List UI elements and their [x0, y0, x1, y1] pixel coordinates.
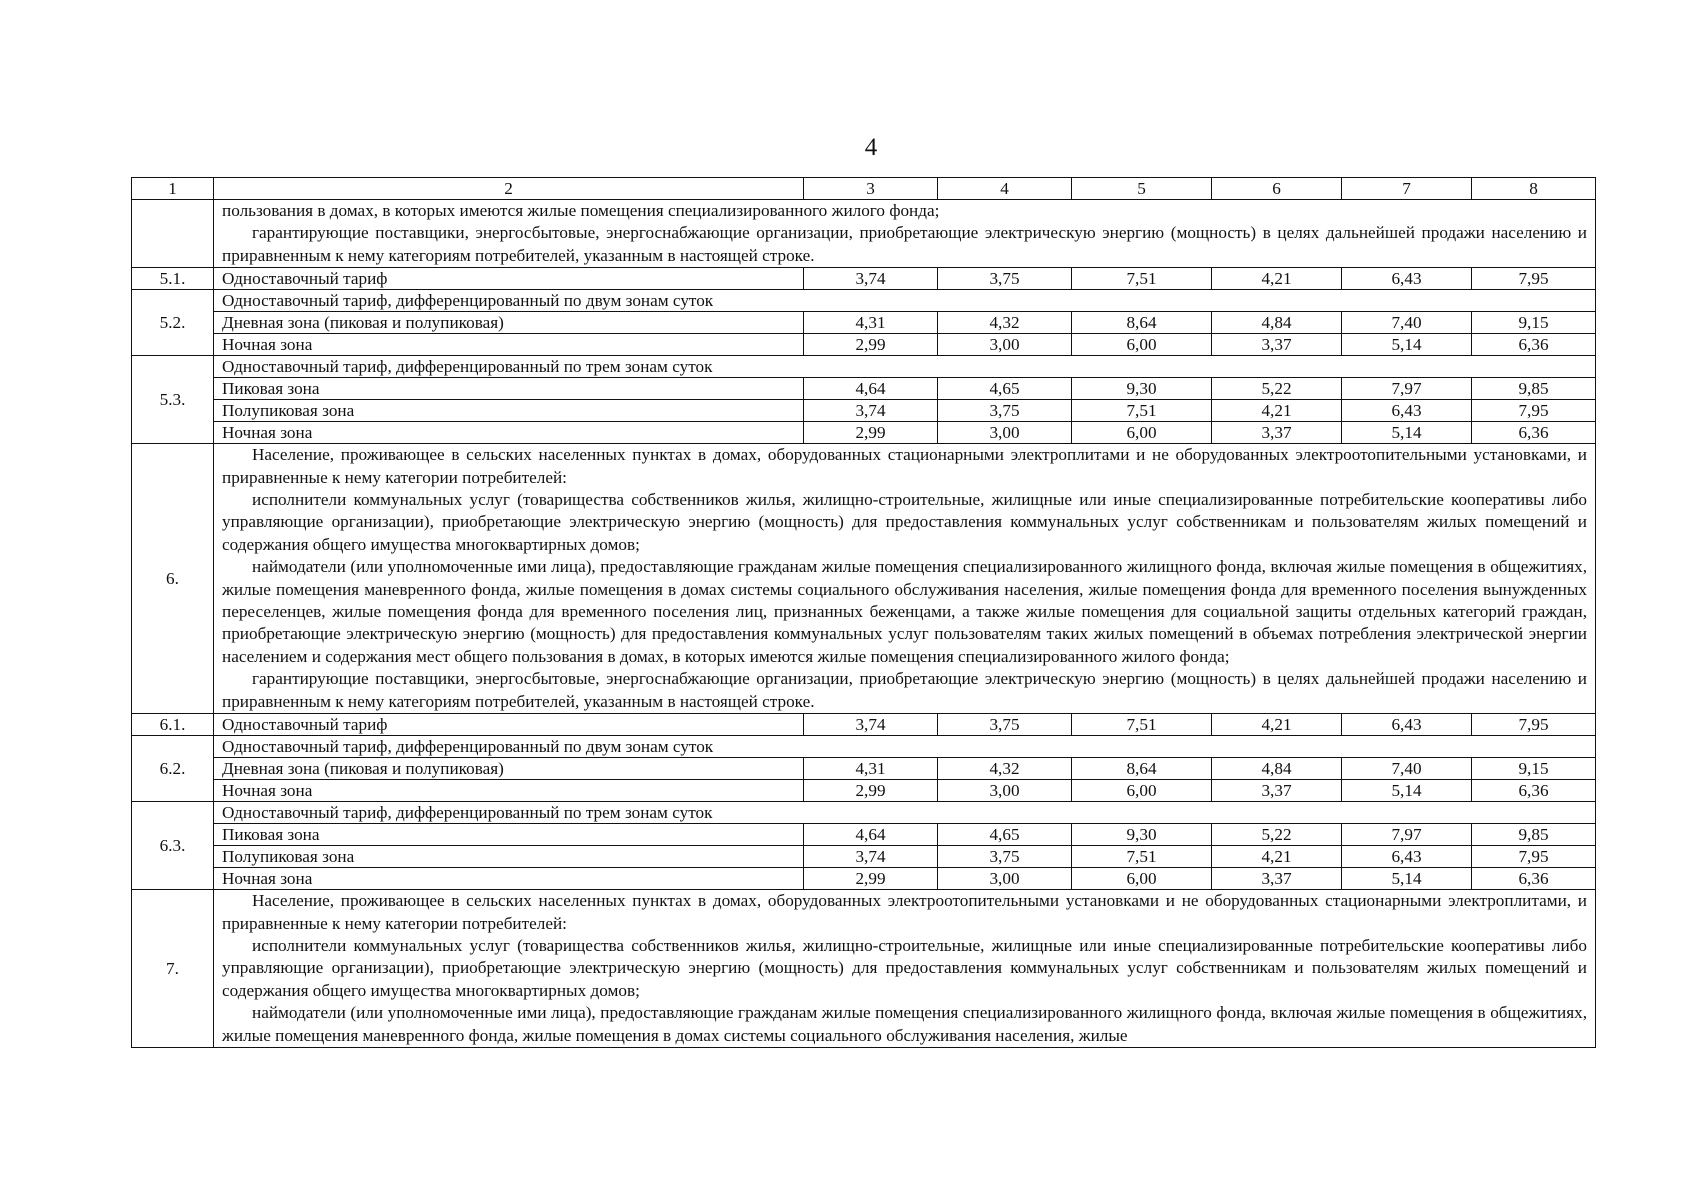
tariff-value: 4,84 — [1212, 758, 1342, 780]
column-number: 8 — [1472, 178, 1596, 200]
tariff-value: 4,65 — [938, 378, 1072, 400]
category-description — [214, 200, 1596, 268]
tariff-label: Ночная зона — [214, 334, 804, 356]
tariff-value: 6,43 — [1342, 400, 1472, 422]
tariff-value: 3,74 — [804, 714, 938, 736]
tariff-value: 6,00 — [1072, 868, 1212, 890]
table-row — [132, 378, 1596, 400]
table-row — [132, 736, 1596, 758]
tariff-value: 4,31 — [804, 758, 938, 780]
tariff-value: 4,21 — [1212, 846, 1342, 868]
column-number-row — [132, 178, 1596, 200]
column-number: 2 — [214, 178, 804, 200]
column-number: 3 — [804, 178, 938, 200]
tariff-value: 4,64 — [804, 378, 938, 400]
tariff-value: 3,00 — [938, 780, 1072, 802]
tariff-value: 3,75 — [938, 846, 1072, 868]
tariff-value: 8,64 — [1072, 758, 1212, 780]
table-row — [132, 422, 1596, 444]
tariff-value: 5,22 — [1212, 824, 1342, 846]
description-paragraph: наймодатели (или уполномоченные ими лица), предоставляющие гражданам жилые помещения специализированного жилищного фонда, включая жилые помещения в общежитиях, жилые помещения маневренного фонда, жилые помещения в домах системы социального обслуживания населения, жилые — [222, 1003, 1587, 1045]
tariff-value: 4,32 — [938, 758, 1072, 780]
tariff-value: 9,85 — [1472, 824, 1596, 846]
table-row — [132, 758, 1596, 780]
tariff-value: 6,36 — [1472, 422, 1596, 444]
tariff-value: 4,65 — [938, 824, 1072, 846]
tariff-value: 5,22 — [1212, 378, 1342, 400]
category-description — [214, 890, 1596, 1048]
table-row — [132, 356, 1596, 378]
tariff-value: 9,30 — [1072, 378, 1212, 400]
tariff-value: 2,99 — [804, 780, 938, 802]
tariff-value: 3,37 — [1212, 334, 1342, 356]
column-number: 4 — [938, 178, 1072, 200]
row-number: 7. — [132, 890, 214, 1048]
tariff-value: 7,40 — [1342, 312, 1472, 334]
description-paragraph: исполнители коммунальных услуг (товарищества собственников жилья, жилищно-строительные, жилищные или иные специализированные потребительские кооперативы либо управляющие организации), приобретающие электрическую энергию (мощность) для предоставления коммунальных услуг собственникам и пользователям жилых помещений и содержания общего имущества многоквартирных домов; — [222, 935, 1587, 1000]
tariff-value: 7,97 — [1342, 378, 1472, 400]
tariff-value: 9,85 — [1472, 378, 1596, 400]
tariff-value: 6,00 — [1072, 422, 1212, 444]
column-number: 6 — [1212, 178, 1342, 200]
tariff-value: 7,51 — [1072, 400, 1212, 422]
row-number: 6. — [132, 444, 214, 714]
column-number: 7 — [1342, 178, 1472, 200]
tariff-value: 4,21 — [1212, 714, 1342, 736]
row-7-description — [132, 890, 1596, 1048]
tariff-label: Дневная зона (пиковая и полупиковая) — [214, 312, 804, 334]
category-description — [214, 444, 1596, 714]
tariff-label: Одноставочный тариф — [214, 268, 804, 290]
table-row — [132, 868, 1596, 890]
tariff-value: 8,64 — [1072, 312, 1212, 334]
table-row — [132, 400, 1596, 422]
tariff-label: Полупиковая зона — [214, 400, 804, 422]
table-row — [132, 780, 1596, 802]
table-row — [132, 312, 1596, 334]
table-row — [132, 334, 1596, 356]
row-number: 6.3. — [132, 802, 214, 890]
tariff-value: 3,75 — [938, 400, 1072, 422]
tariff-value: 6,36 — [1472, 334, 1596, 356]
row-number: 6.2. — [132, 736, 214, 802]
tariff-value: 7,95 — [1472, 846, 1596, 868]
tariff-group-title: Одноставочный тариф, дифференцированный по двум зонам суток — [214, 290, 1596, 312]
tariff-value: 3,00 — [938, 334, 1072, 356]
page-number: 4 — [864, 134, 878, 161]
tariff-label: Полупиковая зона — [214, 846, 804, 868]
tariff-value: 7,97 — [1342, 824, 1472, 846]
table-row — [132, 846, 1596, 868]
tariff-value: 9,30 — [1072, 824, 1212, 846]
tariff-value: 5,14 — [1342, 422, 1472, 444]
tariff-label: Ночная зона — [214, 780, 804, 802]
tariff-value: 5,14 — [1342, 780, 1472, 802]
description-paragraph: пользования в домах, в которых имеются жилые помещения специализированного жилого фонда; — [222, 201, 940, 220]
row-number: 5.3. — [132, 356, 214, 444]
tariff-label: Ночная зона — [214, 868, 804, 890]
table-row — [132, 714, 1596, 736]
description-paragraph: Население, проживающее в сельских населенных пунктах в домах, оборудованных электроотопительными установками и не оборудованных стационарными электроплитами, и приравненные к нему категории потребителей: — [222, 891, 1587, 933]
row-5-description — [132, 200, 1596, 268]
tariff-value: 3,74 — [804, 846, 938, 868]
tariff-value: 3,37 — [1212, 868, 1342, 890]
tariff-value: 6,43 — [1342, 268, 1472, 290]
tariff-value: 4,21 — [1212, 400, 1342, 422]
row-number: 5.2. — [132, 290, 214, 356]
tariff-value: 4,64 — [804, 824, 938, 846]
tariff-group-title: Одноставочный тариф, дифференцированный по трем зонам суток — [214, 356, 1596, 378]
tariff-value: 6,43 — [1342, 846, 1472, 868]
tariff-value: 7,95 — [1472, 714, 1596, 736]
tariff-label: Ночная зона — [214, 422, 804, 444]
tariff-value: 4,32 — [938, 312, 1072, 334]
tariff-value: 7,51 — [1072, 268, 1212, 290]
tariff-value: 6,43 — [1342, 714, 1472, 736]
tariff-value: 2,99 — [804, 422, 938, 444]
tariff-value: 3,00 — [938, 868, 1072, 890]
tariff-value: 3,37 — [1212, 422, 1342, 444]
column-number: 1 — [132, 178, 214, 200]
table-row — [132, 802, 1596, 824]
tariff-value: 5,14 — [1342, 334, 1472, 356]
description-paragraph: гарантирующие поставщики, энергосбытовые, энергоснабжающие организации, приобретающие электрическую энергию (мощность) в целях дальнейшей продажи населению и приравненным к нему категориям потребителей, указанным в настоящей строке. — [222, 669, 1587, 711]
table-row — [132, 290, 1596, 312]
description-paragraph: исполнители коммунальных услуг (товарищества собственников жилья, жилищно-строительные, жилищные или иные специализированные потребительские кооперативы либо управляющие организации), приобретающие электрическую энергию (мощность) для предоставления коммунальных услуг собственникам и пользователям жилых помещений и содержания общего имущества многоквартирных домов; — [222, 490, 1587, 554]
tariff-label: Пиковая зона — [214, 824, 804, 846]
tariff-value: 3,74 — [804, 400, 938, 422]
tariff-value: 3,74 — [804, 268, 938, 290]
tariff-value: 7,95 — [1472, 268, 1596, 290]
table-row — [132, 268, 1596, 290]
tariff-value: 3,00 — [938, 422, 1072, 444]
table-row — [132, 824, 1596, 846]
tariff-value: 3,37 — [1212, 780, 1342, 802]
tariff-label: Дневная зона (пиковая и полупиковая) — [214, 758, 804, 780]
tariff-label: Одноставочный тариф — [214, 714, 804, 736]
tariff-value: 2,99 — [804, 334, 938, 356]
row-number: 6.1. — [132, 714, 214, 736]
tariff-value: 7,40 — [1342, 758, 1472, 780]
tariff-table — [131, 177, 1596, 1048]
tariff-value: 7,51 — [1072, 846, 1212, 868]
tariff-value: 6,00 — [1072, 780, 1212, 802]
tariff-value: 2,99 — [804, 868, 938, 890]
tariff-value: 7,95 — [1472, 400, 1596, 422]
row-number: 5.1. — [132, 268, 214, 290]
tariff-value: 6,36 — [1472, 780, 1596, 802]
tariff-value: 4,84 — [1212, 312, 1342, 334]
tariff-value: 3,75 — [938, 714, 1072, 736]
row-number-cell — [132, 200, 214, 268]
tariff-value: 9,15 — [1472, 312, 1596, 334]
tariff-value: 9,15 — [1472, 758, 1596, 780]
tariff-value: 7,51 — [1072, 714, 1212, 736]
description-paragraph: наймодатели (или уполномоченные ими лица), предоставляющие гражданам жилые помещения специализированного жилищного фонда, включая жилые помещения в общежитиях, жилые помещения маневренного фонда, жилые помещения в домах системы социального обслуживания населения, жилые помещения фонда для временного поселения вынужденных переселенцев, жилые помещения фонда для временного поселения лиц, признанных беженцами, а также жилые помещения для социальной защиты отдельных категорий граждан, приобретающие электрическую энергию (мощность) для предоставления коммунальных услуг пользователям таких жилых помещений в объемах потребления электрической энергии населением и содержания мест общего пользования в домах, в которых имеются жилые помещения специализированного жилого фонда; — [222, 557, 1587, 666]
tariff-value: 6,00 — [1072, 334, 1212, 356]
tariff-value: 4,21 — [1212, 268, 1342, 290]
tariff-value: 3,75 — [938, 268, 1072, 290]
column-number: 5 — [1072, 178, 1212, 200]
tariff-value: 4,31 — [804, 312, 938, 334]
description-paragraph: Население, проживающее в сельских населенных пунктах в домах, оборудованных стационарными электроплитами и не оборудованных электроотопительными установками, и приравненные к нему категории потребителей: — [222, 445, 1587, 487]
row-6-description — [132, 444, 1596, 714]
description-paragraph: гарантирующие поставщики, энергосбытовые, энергоснабжающие организации, приобретающие электрическую энергию (мощность) в целях дальнейшей продажи населению и приравненным к нему категориям потребителей, указанным в настоящей строке. — [222, 223, 1587, 265]
tariff-label: Пиковая зона — [214, 378, 804, 400]
tariff-group-title: Одноставочный тариф, дифференцированный по двум зонам суток — [214, 736, 1596, 758]
tariff-value: 5,14 — [1342, 868, 1472, 890]
tariff-value: 6,36 — [1472, 868, 1596, 890]
tariff-group-title: Одноставочный тариф, дифференцированный по трем зонам суток — [214, 802, 1596, 824]
